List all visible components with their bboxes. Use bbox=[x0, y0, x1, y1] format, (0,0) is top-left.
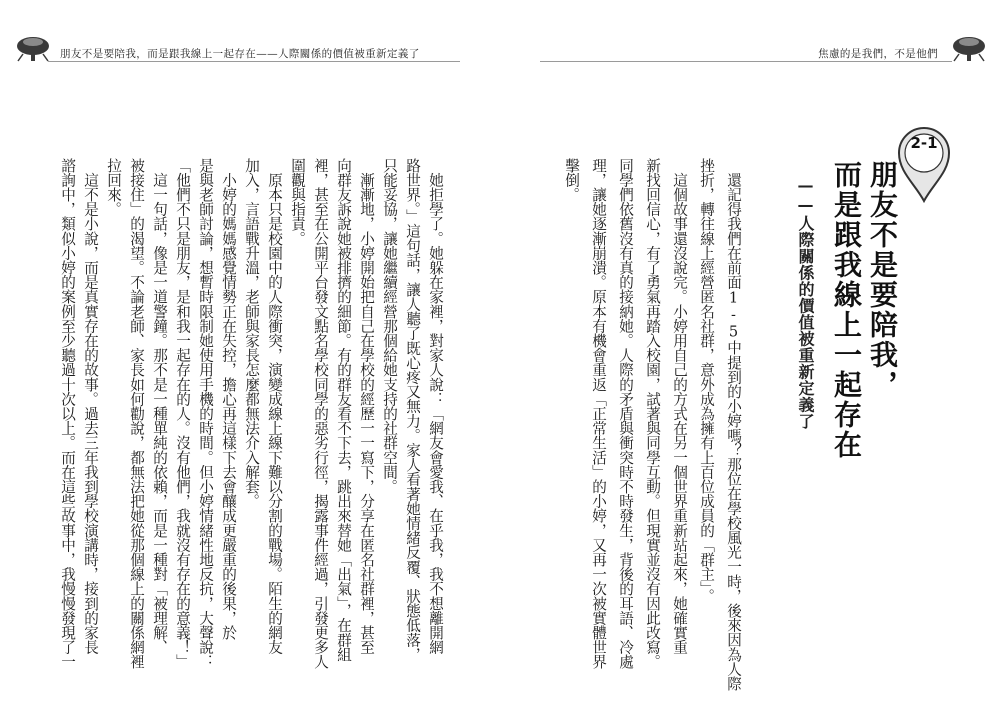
right-page-line: 新找回信心，有了勇氣再踏入校園，試著與同學互動。但現實並沒有因此改寫。 bbox=[644, 158, 661, 669]
chapter-title-line-1: 朋友不是要陪我， bbox=[866, 160, 899, 400]
chapter-subtitle: ——人際關係的價值被重新定義了 bbox=[796, 176, 815, 430]
left-page-line: 圍觀與指責。 bbox=[289, 158, 306, 246]
running-header-right: 焦慮的是我們，不是他們 bbox=[818, 48, 938, 60]
right-page-line: 挫折，轉往線上經營匿名社群，意外成為擁有上百位成員的「群主」。 bbox=[698, 158, 715, 604]
right-page-line: 同學們依舊沒有真的接納她。人際的矛盾與衝突時不時發生，背後的耳語、冷處 bbox=[617, 158, 634, 669]
left-page-line: 這不是小說，而是真實存在的故事。過去三年我到學校演講時，接到的家長 bbox=[82, 158, 99, 655]
left-page-line: 拉回來。 bbox=[105, 158, 122, 217]
header-rule-left bbox=[48, 61, 460, 62]
lamp-icon bbox=[14, 34, 52, 64]
left-page-line: 裡，甚至在公開平台發文點名學校同學的惡劣行徑，揭露事件經過，引發更多人 bbox=[312, 158, 329, 669]
left-page-line: 路世界。」這句話，讓人聽了既心疼又無力。家人看著她情緒反覆、狀態低落， bbox=[404, 158, 421, 662]
left-page-line: 小婷的媽媽感覺情勢正在失控，擔心再這樣下去會釀成更嚴重的後果，於 bbox=[220, 158, 237, 640]
chapter-title-line-2: 而是跟我線上一起存在 bbox=[830, 160, 863, 460]
left-page-line: 這一句話，像是一道警鐘。那不是一種單純的依賴，而是一種對「被理解、 bbox=[151, 158, 168, 655]
left-page-line: 只能妥協，讓她繼續經營那個給她支持的社群空間。 bbox=[381, 158, 398, 494]
right-page-line: 這個故事還沒說完。小婷用自己的方式在另一個世界重新站起來，她確實重 bbox=[671, 158, 688, 655]
right-page-line: 擊倒。 bbox=[563, 158, 580, 202]
header-rule-right bbox=[540, 61, 952, 62]
lamp-icon bbox=[950, 34, 988, 64]
left-page-line: 「他們不只是朋友，是和我一起存在的人。沒有他們，我就沒有存在的意義！」 bbox=[174, 158, 191, 669]
right-page-line: 理，讓她逐漸崩潰。原本有機會重返「正常生活」的小婷，又再一次被實體世界 bbox=[590, 158, 607, 669]
chapter-number: 2-1 bbox=[910, 134, 938, 152]
right-page-line: 還記得我們在前面1-5中提到的小婷嗎？那位在學校風光一時，後來因為人際 bbox=[725, 158, 742, 691]
left-page-line: 是與老師討論，想暫時限制她使用手機的時間。但小婷情緒性地反抗，大聲說： bbox=[197, 158, 214, 669]
left-page-line: 漸漸地，小婷開始把自己在學校的經歷一一寫下，分享在匿名社群裡，甚至 bbox=[358, 158, 375, 655]
left-page-line: 被接住」的渴望。不論老師、家長如何勸說，都無法把她從那個線上的關係網裡 bbox=[128, 158, 145, 669]
running-header-left: 朋友不是要陪我，而是跟我線上一起存在——人際關係的價值被重新定義了 bbox=[60, 48, 420, 60]
left-page-line: 原本只是校園中的人際衝突，演變成線上線下難以分割的戰場。陌生的網友 bbox=[266, 158, 283, 655]
left-page-line: 加入，言語戰升溫，老師與家長怎麼都無法介入解套。 bbox=[243, 158, 260, 509]
left-page-line: 她拒學了。她躲在家裡，對家人說：「網友會愛我、在乎我，我不想離開網 bbox=[427, 158, 444, 655]
left-page-line: 諮詢中，類似小婷的案例至少聽過十次以上。而在這些故事中，我慢慢發現了一 bbox=[59, 158, 76, 669]
left-page-line: 向群友訴說她被排擠的細節。有的群友看不下去，跳出來替她「出氣」，在群組 bbox=[335, 158, 352, 662]
